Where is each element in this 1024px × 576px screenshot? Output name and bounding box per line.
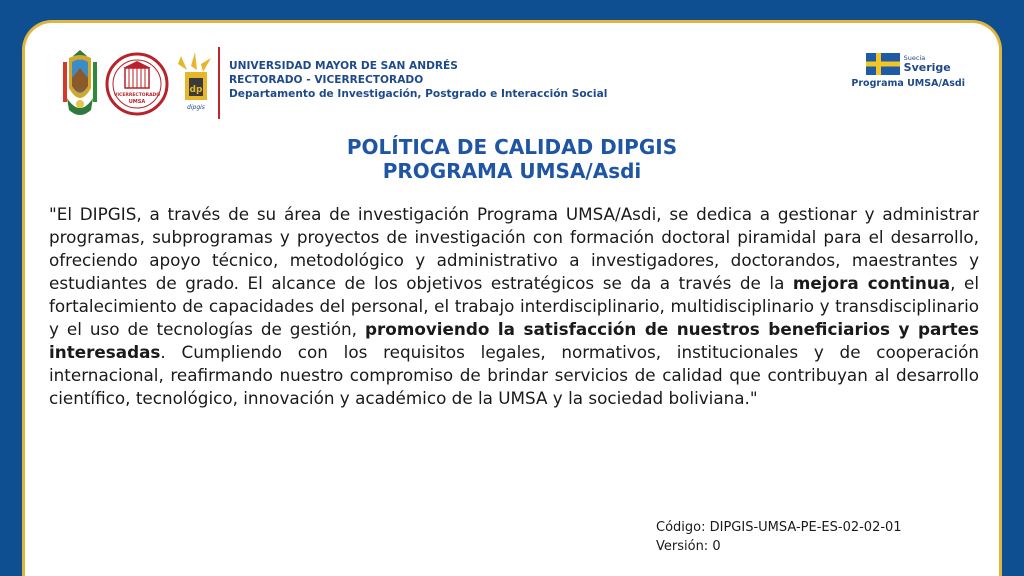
dipgis-logo-icon <box>175 52 219 116</box>
partner-small-label: Suecia <box>903 54 926 62</box>
department-name: Departamento de Investigación, Postgrado e Interacción Social <box>229 88 608 100</box>
document-version: Versión: 0 <box>656 539 721 554</box>
title-line-1: POLÍTICA DE CALIDAD DIPGIS <box>346 135 678 159</box>
policy-text-part-1: "El DIPGIS, a través de su área de investigación Programa UMSA/Asdi, se dedica a gestionar y administrar programas, subprogramas y proyectos de investigación con formación doctoral piramidal para el desarrollo, ofreciendo apoyo técnico, metodológico y administrativo a investigadores, doctorandos, maestrantes y estudiantes de grado. El alcance de los objetivos estratégicos se da a través de la <box>49 204 979 293</box>
institution-header <box>229 59 607 101</box>
document-code: Código: DIPGIS-UMSA-PE-ES-02-02-01 <box>656 520 902 535</box>
policy-text <box>49 203 979 410</box>
umsa-vicerrectorado-seal-icon <box>105 52 169 116</box>
policy-bold-2: promoviendo la satisfacción de nuestros beneficiarios y partes interesadas <box>49 319 979 362</box>
svg-text:dipgis: dipgis <box>187 104 205 111</box>
policy-text-part-3: . Cumpliendo con los requisitos legales, normativos, institucionales y de cooperación internacional, reafirmando nuestro compromiso de brindar servicios de calidad que contribuyan al desarrollo científico, tecnológico, innovación y académico de la UMSA y la sociedad boliviana." <box>49 342 979 408</box>
svg-text:VICERRECTORADO: VICERRECTORADO <box>113 93 161 98</box>
title-line-2: PROGRAMA UMSA/Asdi <box>382 159 642 183</box>
header-divider <box>218 47 220 119</box>
document-footer <box>656 518 902 556</box>
office-name: RECTORADO - VICERRECTORADO <box>229 74 424 86</box>
bolivia-coat-of-arms-icon <box>61 48 99 120</box>
svg-text:UMSA: UMSA <box>128 99 146 105</box>
logo-group <box>61 45 219 123</box>
partner-logo <box>851 53 965 89</box>
document-card <box>22 20 1002 576</box>
page-title <box>25 135 999 183</box>
policy-text-part-2: , el fortalecimiento de capacidades del personal, el trabajo interdisciplinario, multidisciplinario y transdisciplinario y el uso de tecnologías de gestión, <box>49 273 980 339</box>
university-name: UNIVERSIDAD MAYOR DE SAN ANDRÉS <box>229 60 458 72</box>
policy-bold-1: mejora continua <box>792 273 951 293</box>
partner-big-label: Sverige <box>903 61 951 74</box>
sweden-flag-icon <box>866 53 900 75</box>
partner-program: Programa UMSA/Asdi <box>851 78 965 89</box>
svg-text:dp: dp <box>189 85 203 95</box>
